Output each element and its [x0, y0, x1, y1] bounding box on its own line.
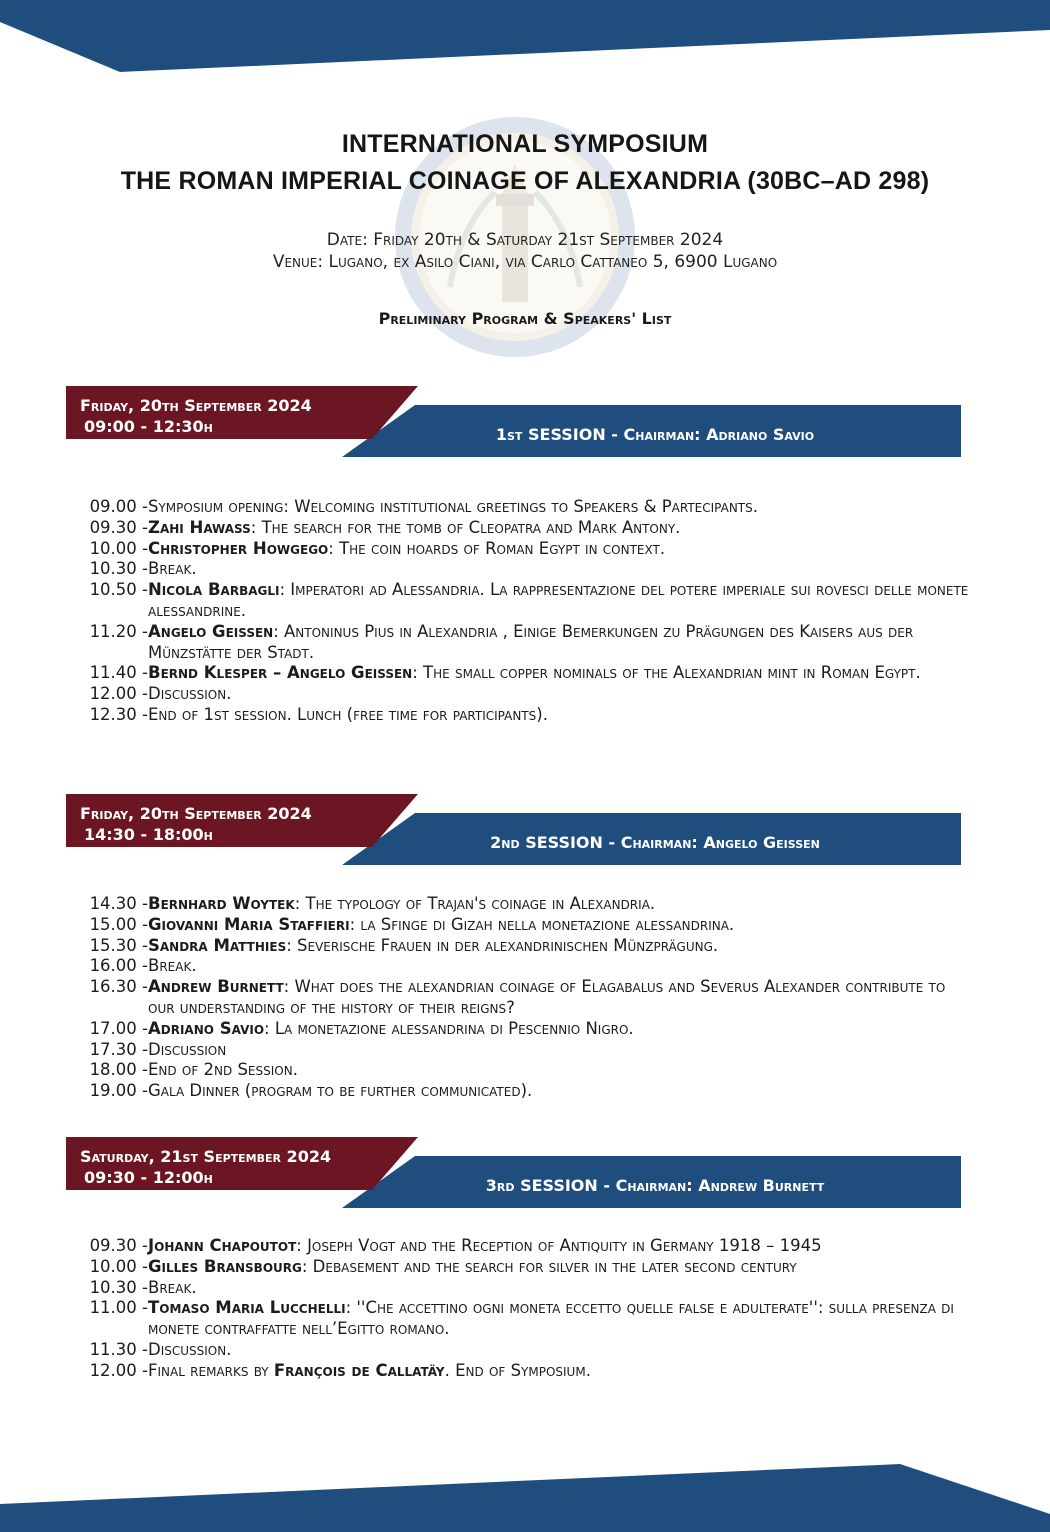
item-time: 10.30 -	[89, 559, 148, 579]
item-text: : Severische Frauen in der alexandrinischen Münzprägung.	[286, 935, 719, 955]
session-2-program	[75, 894, 975, 1102]
item-time: 12.00 -	[89, 1360, 148, 1380]
event-date: Date: Friday 20th & Saturday 21st September 2024	[326, 230, 724, 250]
item-speaker: Tomaso Maria Lucchelli	[148, 1298, 346, 1318]
program-item	[75, 705, 975, 726]
item-speaker: Giovanni Maria Staffieri	[148, 914, 350, 934]
item-text: Final remarks by	[148, 1360, 274, 1380]
item-text: : La monetazione alessandrina di Pescennio Nigro.	[264, 1018, 634, 1038]
item-text: Break.	[148, 559, 197, 579]
session-2-title: 2nd SESSION - Chairman: Angelo Geissen	[490, 833, 820, 852]
program-heading: Preliminary Program & Speakers' List	[378, 309, 672, 328]
item-text: : The coin hoards of Roman Egypt in context.	[328, 538, 666, 558]
session-2-time: 14:30 - 18:00h	[84, 825, 213, 844]
item-time: 19.00 -	[89, 1081, 148, 1101]
item-speaker: Bernhard Woytek	[148, 894, 295, 913]
item-text: : The typology of Trajan's coinage in Alexandria.	[294, 894, 656, 913]
program-item	[75, 539, 975, 560]
item-speaker: Christopher Howgego	[148, 538, 329, 558]
program-item	[75, 663, 975, 684]
item-time: 10.00 -	[89, 538, 148, 558]
program-item	[75, 622, 975, 664]
item-text: End of 1st session. Lunch (free time for participants).	[148, 704, 548, 724]
item-speaker: Gilles Bransbourg	[148, 1256, 302, 1276]
item-text: Symposium opening: Welcoming institutional greetings to Speakers & Partecipants.	[148, 497, 758, 516]
item-time: 09.30 -	[89, 517, 148, 537]
item-text: : Debasement and the search for silver in the later second century	[301, 1256, 797, 1276]
item-speaker: Zahi Hawass	[148, 517, 251, 537]
program-item	[75, 1278, 975, 1299]
item-speaker: Sandra Matthies	[148, 935, 287, 955]
program-item	[75, 1040, 975, 1061]
program-item	[75, 1340, 975, 1361]
program-item	[75, 1060, 975, 1081]
item-text: End of 2nd Session.	[148, 1060, 298, 1080]
item-text: : ''Che accettino ogni moneta eccetto quelle false e adulterate'': sulla presenza di monete contraffatte nell’Egitto romano.	[148, 1298, 954, 1339]
item-time: 10.30 -	[89, 1277, 148, 1297]
item-text: Discussion.	[148, 684, 232, 704]
program-item	[75, 684, 975, 705]
item-speaker: Adriano Savio	[148, 1018, 265, 1038]
item-text: Discussion.	[148, 1339, 232, 1359]
program-item	[75, 1257, 975, 1278]
item-time: 14.30 -	[89, 894, 148, 913]
item-text: : What does the alexandrian coinage of Elagabalus and Severus Alexander contribute to our understanding of the history of their reigns?	[148, 977, 946, 1017]
session-3-title: 3rd SESSION - Chairman: Andrew Burnett	[485, 1176, 825, 1195]
session-1-time: 09:00 - 12:30h	[84, 417, 213, 436]
item-speaker: Andrew Burnett	[148, 977, 284, 997]
item-text: : Joseph Vogt and the Reception of Antiquity in Germany 1918 – 1945	[296, 1236, 822, 1255]
program-item	[75, 1361, 975, 1382]
item-text: : Antoninus Pius in Alexandria , Einige Bemerkungen zu Prägungen des Kaisers aus der Münzstätte der Stadt.	[148, 621, 914, 662]
session-3-time: 09:30 - 12:00h	[84, 1168, 213, 1187]
session-1-date: Friday, 20th September 2024	[80, 396, 312, 415]
program-item	[75, 518, 975, 539]
session-1-title: 1st SESSION - Chairman: Adriano Savio	[495, 425, 815, 444]
program-item	[75, 977, 975, 1019]
top-decorative-band	[0, 0, 1050, 80]
item-speaker: Angelo Geissen	[148, 621, 274, 641]
item-speaker-closing: François de Callatäy	[273, 1360, 445, 1380]
item-time: 18.00 -	[89, 1060, 148, 1080]
item-time: 15.00 -	[89, 914, 148, 934]
item-text: Discussion	[148, 1039, 227, 1059]
item-time: 11.00 -	[89, 1298, 148, 1318]
item-time: 09.30 -	[89, 1236, 148, 1255]
program-item	[75, 956, 975, 977]
item-time: 16.30 -	[89, 977, 148, 997]
program-item	[75, 1081, 975, 1102]
session-2-date: Friday, 20th September 2024	[80, 804, 312, 823]
bottom-decorative-band	[0, 1456, 1050, 1532]
symposium-title: INTERNATIONAL SYMPOSIUM	[341, 130, 709, 158]
session-2-header	[0, 794, 1050, 869]
item-text: Break.	[148, 956, 197, 976]
item-text: : The search for the tomb of Cleopatra and Mark Antony.	[250, 517, 681, 537]
symposium-subtitle: THE ROMAN IMPERIAL COINAGE OF ALEXANDRIA (30BC–AD 298)	[120, 167, 930, 195]
item-speaker: Johann Chapoutot	[148, 1236, 297, 1255]
item-time: 11.30 -	[89, 1339, 148, 1359]
item-time: 17.00 -	[89, 1018, 148, 1038]
program-item	[75, 1298, 975, 1340]
item-time: 09.00 -	[89, 497, 148, 516]
session-1-program	[75, 497, 975, 726]
item-speaker: Bernd Klesper – Angelo Geissen	[148, 663, 413, 683]
item-text: : The small copper nominals of the Alexandrian mint in Roman Egypt.	[412, 663, 921, 683]
item-time: 10.00 -	[89, 1256, 148, 1276]
session-3-date: Saturday, 21st September 2024	[80, 1147, 332, 1166]
event-venue: Venue: Lugano, ex Asilo Ciani, via Carlo Cattaneo 5, 6900 Lugano	[272, 252, 778, 272]
program-item	[75, 580, 975, 622]
item-time: 11.40 -	[89, 663, 148, 683]
program-item	[75, 1236, 975, 1257]
item-text: : la Sfinge di Gizah nella monetazione alessandrina.	[349, 914, 735, 934]
program-item	[75, 1019, 975, 1040]
session-1-header	[0, 386, 1050, 461]
session-3-program	[75, 1236, 975, 1382]
item-time: 10.50 -	[89, 580, 148, 600]
item-speaker: Nicola Barbagli	[148, 580, 280, 600]
item-text-closing: . End of Symposium.	[444, 1360, 591, 1380]
item-time: 11.20 -	[89, 621, 148, 641]
item-time: 17.30 -	[89, 1039, 148, 1059]
program-item	[75, 497, 975, 518]
item-time: 16.00 -	[89, 956, 148, 976]
program-item	[75, 559, 975, 580]
item-time: 12.30 -	[89, 704, 148, 724]
item-time: 12.00 -	[89, 684, 148, 704]
program-item	[75, 915, 975, 936]
program-item	[75, 894, 975, 915]
item-text: Gala Dinner (program to be further communicated).	[148, 1081, 533, 1101]
program-item	[75, 936, 975, 957]
item-text: Break.	[148, 1277, 197, 1297]
item-time: 15.30 -	[89, 935, 148, 955]
item-text: : Imperatori ad Alessandria. La rappresentazione del potere imperiale sui rovesci delle monete alessandrine.	[148, 580, 969, 620]
session-3-header	[0, 1137, 1050, 1212]
